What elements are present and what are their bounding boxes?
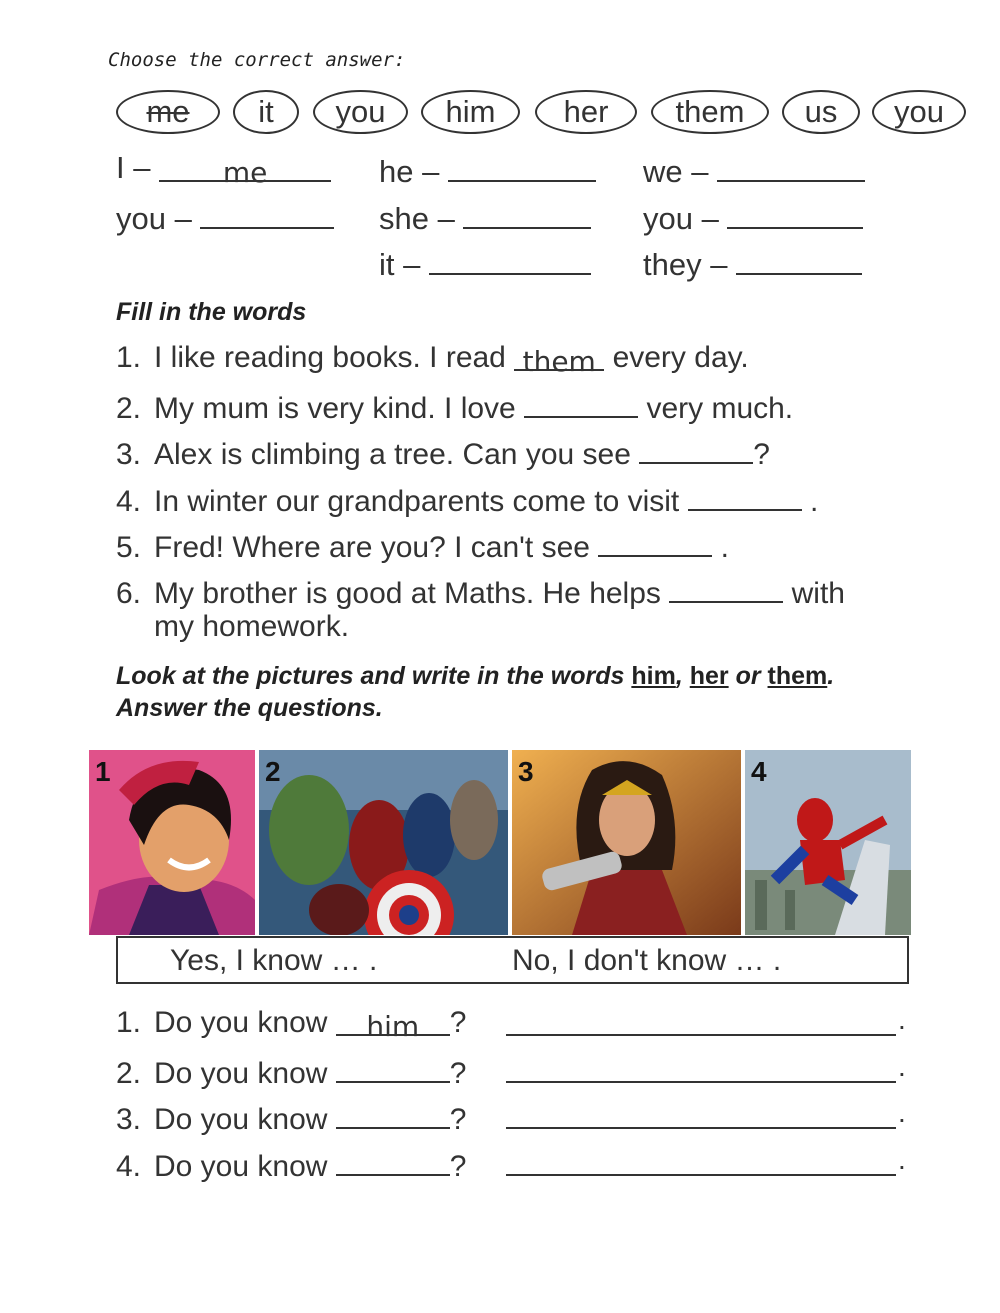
exercise-item — [116, 573, 845, 611]
option-chip[interactable] — [233, 90, 299, 134]
pronoun-pair — [116, 150, 331, 189]
pronoun-pair — [379, 243, 591, 283]
answer-blank[interactable] — [598, 527, 712, 557]
answer-blank[interactable] — [159, 150, 331, 189]
answer-blank[interactable] — [514, 341, 604, 378]
picture-4 — [745, 750, 911, 935]
option-chip[interactable] — [421, 90, 520, 134]
line-end-dot: . — [898, 1004, 906, 1035]
option-label: us — [804, 94, 838, 129]
heading-pictures — [116, 662, 834, 691]
pronoun-pair — [643, 150, 865, 190]
question-text: Do you know — [154, 1057, 328, 1090]
item-number: 2. — [116, 392, 142, 425]
character-illustration-icon — [89, 750, 255, 935]
pair-subject: I – — [116, 150, 151, 185]
line-end-dot: . — [898, 1097, 906, 1128]
question-row — [116, 1053, 466, 1091]
answer-blank[interactable] — [727, 197, 863, 229]
pronoun-pair — [643, 197, 863, 237]
option-label: you — [894, 94, 944, 129]
heroes-group-icon — [259, 750, 508, 935]
pair-subject: you – — [116, 201, 192, 236]
answer-blank[interactable] — [336, 1006, 450, 1043]
picture-number: 3 — [518, 756, 534, 787]
heading-answer: Answer the questions. — [116, 694, 383, 722]
answer-blank[interactable] — [717, 150, 865, 182]
item-text: with — [791, 577, 845, 610]
exercise-item-continuation: my homework. — [154, 610, 350, 643]
item-number: 2. — [116, 1057, 142, 1090]
picture-1 — [89, 750, 255, 935]
item-number: 5. — [116, 531, 142, 564]
pair-subject: they – — [643, 247, 728, 282]
answer-blank[interactable] — [639, 434, 753, 464]
exercise-item — [116, 434, 770, 472]
handwritten-answer: him — [366, 1010, 420, 1043]
answer-blank[interactable] — [429, 243, 591, 275]
pair-subject: he – — [379, 154, 440, 189]
word-them: them — [767, 662, 828, 690]
option-chip[interactable] — [872, 90, 966, 134]
question-text: Do you know — [154, 1150, 328, 1183]
answer-blank[interactable] — [336, 1099, 450, 1129]
handwritten-answer: me — [222, 156, 268, 189]
option-label: it — [258, 94, 274, 129]
question-mark: ? — [449, 1150, 467, 1183]
answer-blank[interactable] — [669, 573, 783, 603]
question-row — [116, 1146, 466, 1184]
picture-number: 2 — [265, 756, 281, 787]
item-number: 3. — [116, 1103, 142, 1136]
question-mark: ? — [449, 1103, 467, 1136]
picture-2 — [259, 750, 508, 935]
answer-blank[interactable] — [448, 150, 596, 182]
item-text: I like reading books. I read — [154, 341, 506, 374]
question-row — [116, 1099, 466, 1137]
response-line[interactable] — [506, 1174, 896, 1176]
item-text: every day. — [612, 341, 749, 374]
response-line[interactable] — [506, 1034, 896, 1036]
spider-hero-icon — [745, 750, 911, 935]
pair-subject: you – — [643, 201, 719, 236]
exercise-item — [116, 388, 793, 426]
handwritten-answer: them — [522, 345, 596, 378]
question-mark: ? — [449, 1006, 467, 1039]
exercise-item — [116, 341, 749, 378]
answer-blank[interactable] — [688, 481, 802, 511]
option-label: her — [563, 94, 609, 129]
item-text: Fred! Where are you? I can't see — [154, 531, 590, 564]
item-number: 4. — [116, 1150, 142, 1183]
item-text: My mum is very kind. I love — [154, 392, 516, 425]
option-label: you — [335, 94, 386, 129]
picture-3 — [512, 750, 741, 935]
question-text: Do you know — [154, 1006, 328, 1039]
answer-blank[interactable] — [524, 388, 638, 418]
pronoun-pair — [116, 197, 334, 237]
item-number: 6. — [116, 577, 142, 610]
response-line[interactable] — [506, 1127, 896, 1129]
heading-text: Look at the pictures and write in the words — [116, 662, 632, 690]
heading-text: , — [675, 662, 683, 690]
answer-blank[interactable] — [336, 1053, 450, 1083]
pair-subject: we – — [643, 154, 709, 189]
question-text: Do you know — [154, 1103, 328, 1136]
heroine-icon — [512, 750, 741, 935]
pronoun-pair — [379, 150, 596, 190]
option-label: them — [675, 94, 745, 129]
question-row — [116, 1006, 467, 1043]
line-end-dot: . — [898, 1144, 906, 1175]
word-her: her — [689, 662, 729, 690]
heading-fill-in: Fill in the words — [116, 298, 307, 326]
phrase-yes: Yes, I know … . — [170, 944, 378, 977]
option-label: him — [445, 94, 496, 129]
item-number: 1. — [116, 341, 142, 374]
option-chip[interactable] — [535, 90, 637, 134]
word-him: him — [631, 662, 676, 690]
phrase-no: No, I don't know … . — [512, 944, 782, 977]
answer-blank[interactable] — [736, 243, 862, 275]
item-number: 4. — [116, 485, 142, 518]
response-line[interactable] — [506, 1081, 896, 1083]
item-text: . — [720, 531, 729, 564]
pair-subject: she – — [379, 201, 455, 236]
answer-blank[interactable] — [200, 197, 334, 229]
item-text: very much. — [646, 392, 794, 425]
exercise-item — [116, 527, 729, 565]
item-text: . — [809, 485, 819, 518]
line-end-dot: . — [898, 1051, 906, 1082]
instruction-choose: Choose the correct answer: — [108, 49, 406, 71]
picture-number: 4 — [751, 756, 767, 787]
answer-phrase-box — [116, 936, 909, 984]
exercise-item — [116, 481, 818, 519]
option-chip[interactable] — [782, 90, 860, 134]
option-chip[interactable] — [116, 90, 220, 134]
pair-subject: it – — [379, 247, 421, 282]
item-text: Alex is climbing a tree. Can you see — [154, 438, 631, 471]
option-chip[interactable] — [313, 90, 408, 134]
picture-number: 1 — [95, 756, 111, 787]
option-chip[interactable] — [651, 90, 769, 134]
item-text: In winter our grandparents come to visit — [154, 485, 680, 518]
heading-text: . — [827, 662, 835, 690]
answer-blank[interactable] — [463, 197, 591, 229]
item-number: 1. — [116, 1006, 142, 1039]
item-number: 3. — [116, 438, 142, 471]
pronoun-pair — [643, 243, 862, 283]
question-mark: ? — [449, 1057, 467, 1090]
option-label: me — [146, 94, 190, 129]
heading-text: or — [728, 662, 768, 690]
pronoun-pair — [379, 197, 591, 237]
item-text: My brother is good at Maths. He helps — [154, 577, 661, 610]
item-text: ? — [753, 438, 770, 471]
answer-blank[interactable] — [336, 1146, 450, 1176]
